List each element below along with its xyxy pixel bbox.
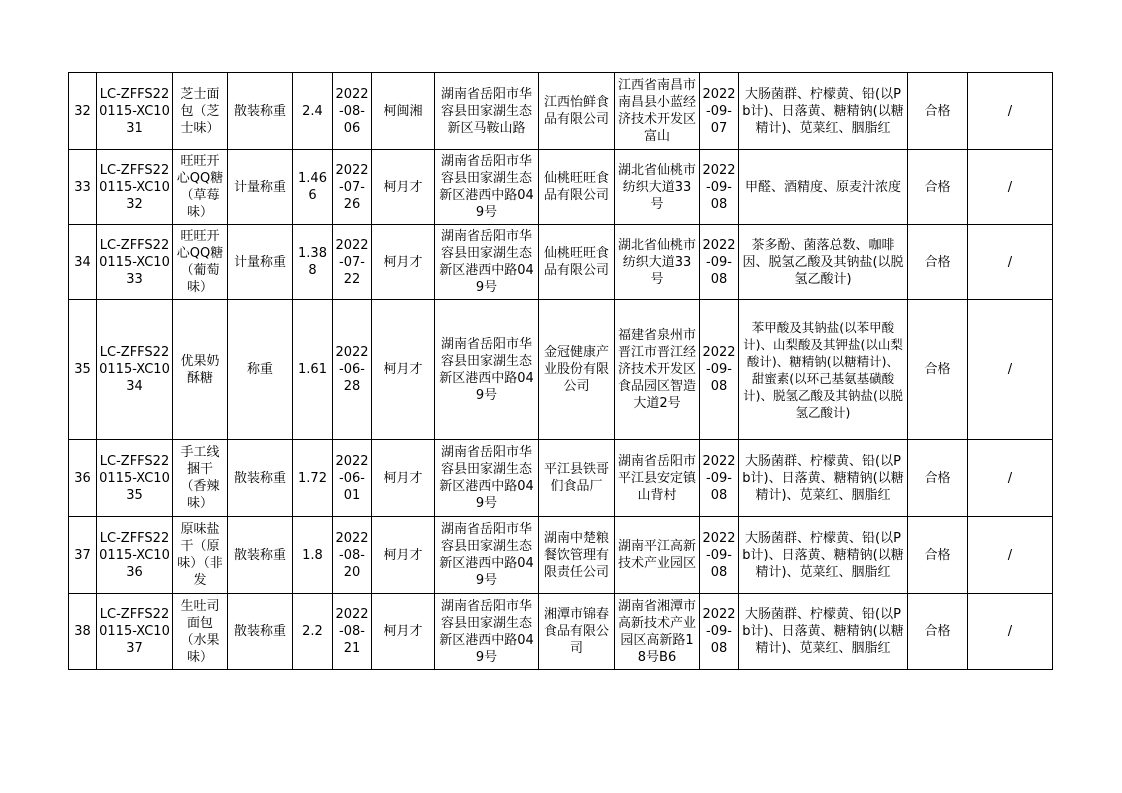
sampler-name: 柯月才 (372, 300, 435, 440)
remark: / (968, 225, 1053, 300)
test-items: 大肠菌群、柠檬黄、铅(以Pb计)、日落黄、糖精钠(以糖精计)、苋菜红、胭脂红 (739, 73, 908, 150)
product-name: 原味盐干（原味）（非发 (173, 517, 228, 594)
sample-weight: 2.4 (293, 73, 333, 150)
sampling-location: 湖南省岳阳市华容县田家湖生态新区马鞍山路 (435, 73, 539, 150)
report-date: 2022-09-08 (700, 150, 739, 225)
test-items: 大肠菌群、柠檬黄、铅(以Pb计)、日落黄、糖精钠(以糖精计)、苋菜红、胭脂红 (739, 440, 908, 517)
remark: / (968, 150, 1053, 225)
sample-weight: 1.8 (293, 517, 333, 594)
sampler-name: 柯月才 (372, 594, 435, 670)
remark: / (968, 300, 1053, 440)
sampler-name: 柯闽湘 (372, 73, 435, 150)
manufacturer-address: 江西省南昌市南昌县小蓝经济技术开发区富山 (615, 73, 700, 150)
sample-weight: 1.72 (293, 440, 333, 517)
manufacturer-name: 江西怡鲜食品有限公司 (539, 73, 615, 150)
sample-code: LC-ZFFS220115-XC1031 (97, 73, 173, 150)
report-date: 2022-09-08 (700, 594, 739, 670)
package-spec: 散装称重 (228, 440, 293, 517)
package-spec: 散装称重 (228, 517, 293, 594)
product-name: 优果奶酥糖 (173, 300, 228, 440)
product-name: 手工线捆干（香辣味） (173, 440, 228, 517)
manufacturer-address: 湖南省岳阳市平江县安定镇山背村 (615, 440, 700, 517)
remark: / (968, 73, 1053, 150)
sampler-name: 柯月才 (372, 517, 435, 594)
manufacturer-name: 金冠健康产业股份有限公司 (539, 300, 615, 440)
manufacturer-address: 湖南平江高新技术产业园区 (615, 517, 700, 594)
table-row (69, 594, 1053, 670)
row-number: 38 (69, 594, 97, 670)
report-date: 2022-09-08 (700, 440, 739, 517)
remark: / (968, 517, 1053, 594)
table-row (69, 73, 1053, 150)
sampling-location: 湖南省岳阳市华容县田家湖生态新区港西中路049号 (435, 517, 539, 594)
row-number: 33 (69, 150, 97, 225)
test-result: 合格 (908, 150, 968, 225)
row-number: 34 (69, 225, 97, 300)
sampling-location: 湖南省岳阳市华容县田家湖生态新区港西中路049号 (435, 440, 539, 517)
product-name: 旺旺开心QQ糖（葡萄味） (173, 225, 228, 300)
test-items: 苯甲酸及其钠盐(以苯甲酸计)、山梨酸及其钾盐(以山梨酸计)、糖精钠(以糖精计)、甜蜜素(以环己基氨基磺酸计)、脱氢乙酸及其钠盐(以脱氢乙酸计) (739, 300, 908, 440)
manufacturer-name: 湘潭市锦春食品有限公司 (539, 594, 615, 670)
test-items: 大肠菌群、柠檬黄、铅(以Pb计)、日落黄、糖精钠(以糖精计)、苋菜红、胭脂红 (739, 517, 908, 594)
package-spec: 计量称重 (228, 150, 293, 225)
production-date: 2022-06-01 (333, 440, 372, 517)
manufacturer-address: 湖南省湘潭市高新技术产业园区高新路18号B6 (615, 594, 700, 670)
test-items: 茶多酚、菌落总数、咖啡因、脱氢乙酸及其钠盐(以脱氢乙酸计) (739, 225, 908, 300)
sample-code: LC-ZFFS220115-XC1032 (97, 150, 173, 225)
package-spec: 计量称重 (228, 225, 293, 300)
sampler-name: 柯月才 (372, 225, 435, 300)
table-row (69, 150, 1053, 225)
product-name: 芝士面包（芝士味） (173, 73, 228, 150)
remark: / (968, 440, 1053, 517)
row-number: 35 (69, 300, 97, 440)
manufacturer-address: 福建省泉州市晋江市晋江经济技术开发区食品园区智造大道2号 (615, 300, 700, 440)
sample-weight: 1.61 (293, 300, 333, 440)
manufacturer-name: 仙桃旺旺食品有限公司 (539, 150, 615, 225)
test-result: 合格 (908, 517, 968, 594)
production-date: 2022-07-22 (333, 225, 372, 300)
production-date: 2022-08-21 (333, 594, 372, 670)
product-name: 生吐司面包（水果味） (173, 594, 228, 670)
test-items: 大肠菌群、柠檬黄、铅(以Pb计)、日落黄、糖精钠(以糖精计)、苋菜红、胭脂红 (739, 594, 908, 670)
production-date: 2022-08-20 (333, 517, 372, 594)
row-number: 37 (69, 517, 97, 594)
sampling-location: 湖南省岳阳市华容县田家湖生态新区港西中路049号 (435, 150, 539, 225)
sample-weight: 1.466 (293, 150, 333, 225)
table-row (69, 440, 1053, 517)
table-row (69, 517, 1053, 594)
sampling-location: 湖南省岳阳市华容县田家湖生态新区港西中路049号 (435, 225, 539, 300)
sampling-location: 湖南省岳阳市华容县田家湖生态新区港西中路049号 (435, 300, 539, 440)
production-date: 2022-07-26 (333, 150, 372, 225)
sample-code: LC-ZFFS220115-XC1034 (97, 300, 173, 440)
manufacturer-address: 湖北省仙桃市纺织大道33号 (615, 150, 700, 225)
sample-weight: 1.388 (293, 225, 333, 300)
package-spec: 散装称重 (228, 594, 293, 670)
manufacturer-name: 仙桃旺旺食品有限公司 (539, 225, 615, 300)
sample-code: LC-ZFFS220115-XC1037 (97, 594, 173, 670)
test-result: 合格 (908, 73, 968, 150)
sample-weight: 2.2 (293, 594, 333, 670)
remark: / (968, 594, 1053, 670)
sampling-location: 湖南省岳阳市华容县田家湖生态新区港西中路049号 (435, 594, 539, 670)
report-date: 2022-09-08 (700, 225, 739, 300)
manufacturer-name: 湖南中楚粮餐饮管理有限责任公司 (539, 517, 615, 594)
sampler-name: 柯月才 (372, 440, 435, 517)
report-date: 2022-09-08 (700, 300, 739, 440)
package-spec: 散装称重 (228, 73, 293, 150)
sample-code: LC-ZFFS220115-XC1036 (97, 517, 173, 594)
production-date: 2022-08-06 (333, 73, 372, 150)
sample-code: LC-ZFFS220115-XC1033 (97, 225, 173, 300)
report-date: 2022-09-08 (700, 517, 739, 594)
manufacturer-address: 湖北省仙桃市纺织大道33号 (615, 225, 700, 300)
test-result: 合格 (908, 300, 968, 440)
row-number: 32 (69, 73, 97, 150)
test-result: 合格 (908, 225, 968, 300)
table-row (69, 225, 1053, 300)
test-result: 合格 (908, 440, 968, 517)
report-date: 2022-09-07 (700, 73, 739, 150)
table-row (69, 300, 1053, 440)
sampler-name: 柯月才 (372, 150, 435, 225)
sample-code: LC-ZFFS220115-XC1035 (97, 440, 173, 517)
product-name: 旺旺开心QQ糖（草莓味） (173, 150, 228, 225)
test-result: 合格 (908, 594, 968, 670)
row-number: 36 (69, 440, 97, 517)
production-date: 2022-06-28 (333, 300, 372, 440)
inspection-results-table (68, 72, 1053, 670)
manufacturer-name: 平江县铁哥们食品厂 (539, 440, 615, 517)
package-spec: 称重 (228, 300, 293, 440)
test-items: 甲醛、酒精度、原麦汁浓度 (739, 150, 908, 225)
